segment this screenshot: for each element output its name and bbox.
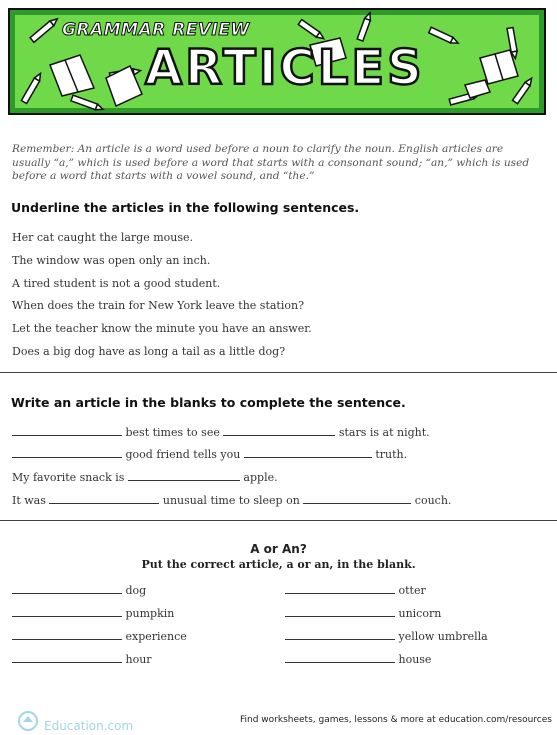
section2-title: Write an article in the blanks to complete the sentence. [11, 395, 406, 410]
remember-note: Remember: An article is a word used before a noun to clarify the noun. English articles are usually “a,” which is used before a word that starts with a consonant sound; “an,” which is used before a word that starts with a vowel sound, and “the.” [12, 143, 530, 182]
answer-blank[interactable] [12, 447, 122, 458]
answer-blank[interactable] [128, 470, 240, 481]
fill-text: truth. [375, 448, 408, 461]
answer-blank[interactable] [285, 583, 395, 594]
sentence-3: A tired student is not a good student. [12, 277, 221, 290]
divider [0, 372, 557, 373]
answer-blank[interactable] [12, 606, 122, 617]
section3-title: A or An? [250, 542, 307, 556]
footer-link[interactable]: Find worksheets, games, lessons & more at education.com/resources [240, 715, 552, 725]
fill-text: good friend tells you [125, 448, 241, 461]
section3-instruction: Put the correct article, a or an, in the blank. [141, 558, 416, 571]
answer-blank[interactable] [285, 606, 395, 617]
word-label: otter [398, 584, 426, 597]
banner-kicker: GRAMMAR REVIEW [62, 20, 250, 40]
fill-row-4 [12, 493, 451, 507]
answer-blank[interactable] [12, 629, 122, 640]
sentence-1: Her cat caught the large mouse. [12, 231, 194, 244]
fill-row-1 [12, 425, 430, 439]
answer-blank[interactable] [244, 447, 372, 458]
fill-text: couch. [414, 494, 452, 507]
fill-text: It was [12, 494, 46, 507]
page-title: ARTICLES [145, 40, 425, 96]
answer-blank[interactable] [223, 425, 335, 436]
word-label: dog [125, 584, 147, 597]
word-label: pumpkin [125, 607, 175, 620]
answer-blank[interactable] [285, 629, 395, 640]
answer-blank[interactable] [303, 493, 411, 504]
word-row-right [285, 652, 431, 666]
word-label: unicorn [398, 607, 442, 620]
word-label: hour [125, 653, 152, 666]
word-row-left [12, 583, 146, 597]
word-label: yellow umbrella [398, 630, 488, 643]
fill-row-2 [12, 447, 407, 461]
word-label: experience [125, 630, 187, 643]
answer-blank[interactable] [12, 425, 122, 436]
divider [0, 520, 557, 521]
fill-row-3 [12, 470, 278, 484]
word-row-right [285, 606, 441, 620]
fill-text: stars is at night. [338, 426, 430, 439]
word-row-right [285, 583, 426, 597]
title-banner [8, 8, 546, 115]
sentence-2: The window was open only an inch. [12, 254, 211, 267]
section1-title: Underline the articles in the following sentences. [11, 200, 360, 215]
education-logo-icon [16, 711, 40, 735]
answer-blank[interactable] [285, 652, 395, 663]
fill-text: unusual time to sleep on [162, 494, 300, 507]
word-row-left [12, 629, 187, 643]
sentence-6: Does a big dog have as long a tail as a little dog? [12, 345, 286, 358]
sentence-4: When does the train for New York leave the station? [12, 299, 304, 312]
fill-text: My favorite snack is [12, 471, 125, 484]
answer-blank[interactable] [12, 652, 122, 663]
word-row-right [285, 629, 488, 643]
fill-text: apple. [243, 471, 278, 484]
sentence-5: Let the teacher know the minute you have an answer. [12, 322, 312, 335]
word-row-left [12, 606, 174, 620]
word-row-left [12, 652, 152, 666]
fill-text: best times to see [125, 426, 220, 439]
answer-blank[interactable] [12, 583, 122, 594]
word-label: house [398, 653, 432, 666]
logo-text: Education.com [44, 719, 134, 733]
answer-blank[interactable] [49, 493, 159, 504]
